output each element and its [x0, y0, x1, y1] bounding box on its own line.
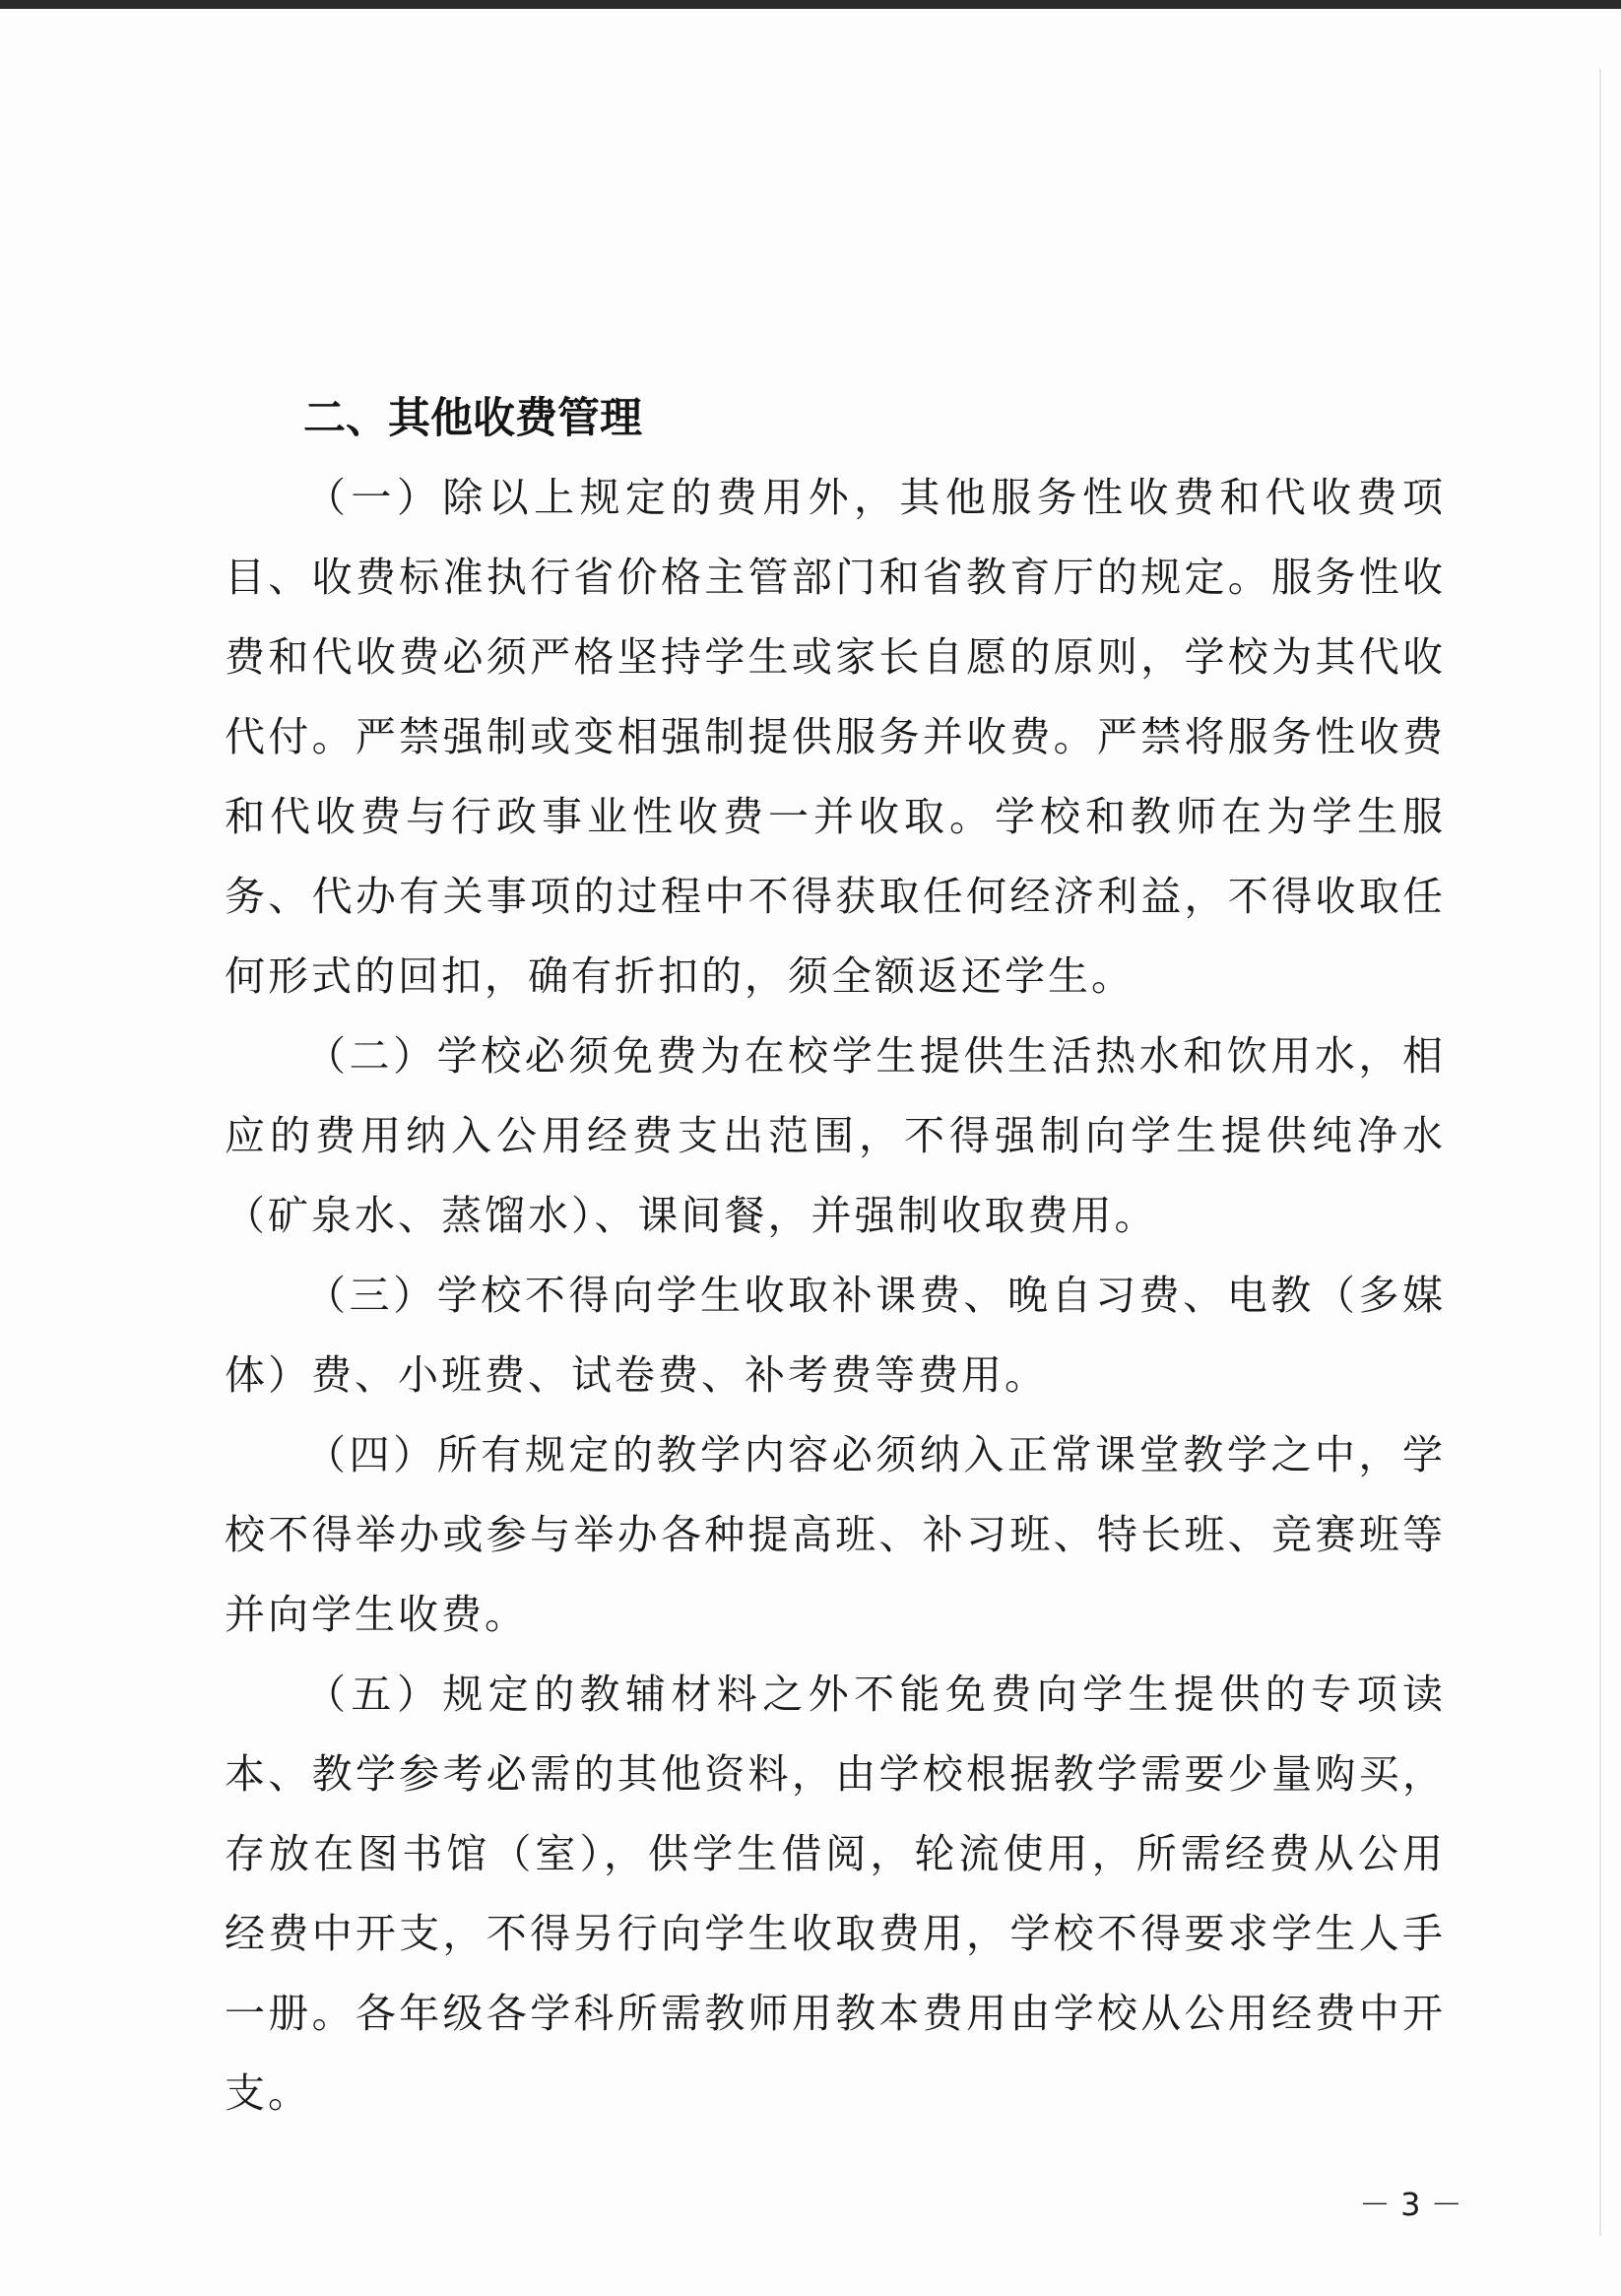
scan-right-edge — [1599, 69, 1601, 2236]
scan-top-edge — [0, 0, 1621, 9]
section-body — [225, 458, 1446, 2133]
paragraph-3: （三）学校不得向学生收取补课费、晚自习费、电教（多媒体）费、小班费、试卷费、补考费等费用。 — [225, 1272, 1446, 1399]
paragraph-1: （一）除以上规定的费用外，其他服务性收费和代收费项目、收费标准执行省价格主管部门和省教育厅的规定。服务性收费和代收费必须严格坚持学生或家长自愿的原则，学校为其代收代付。严禁强制或变相强制提供服务并收费。严禁将服务性收费和代收费与行政事业性收费一并收取。学校和教师在为学生服务、代办有关事项的过程中不得获取任何经济利益，不得收取任何形式的回扣，确有折扣的，须全额返还学生。 — [225, 474, 1446, 1000]
page-number: － 3 － — [1359, 2186, 1462, 2223]
section-heading: 二、其他收费管理 — [303, 394, 642, 443]
paragraph-4: （四）所有规定的教学内容必须纳入正常课堂教学之中，学校不得举办或参与举办各种提高班、补习班、特长班、竞赛班等并向学生收费。 — [225, 1431, 1446, 1638]
paragraph-5: （五）规定的教辅材料之外不能免费向学生提供的专项读本、教学参考必需的其他资料，由学校根据教学需要少量购买，存放在图书馆（室），供学生借阅，轮流使用，所需经费从公用经费中开支，不得另行向学生收取费用，学校不得要求学生人手一册。各年级各学科所需教师用教本费用由学校从公用经费中开支。 — [225, 1671, 1446, 2117]
paragraph-2: （二）学校必须免费为在校学生提供生活热水和饮用水，相应的费用纳入公用经费支出范围，不得强制向学生提供纯净水（矿泉水、蒸馏水）、课间餐，并强制收取费用。 — [225, 1032, 1446, 1239]
